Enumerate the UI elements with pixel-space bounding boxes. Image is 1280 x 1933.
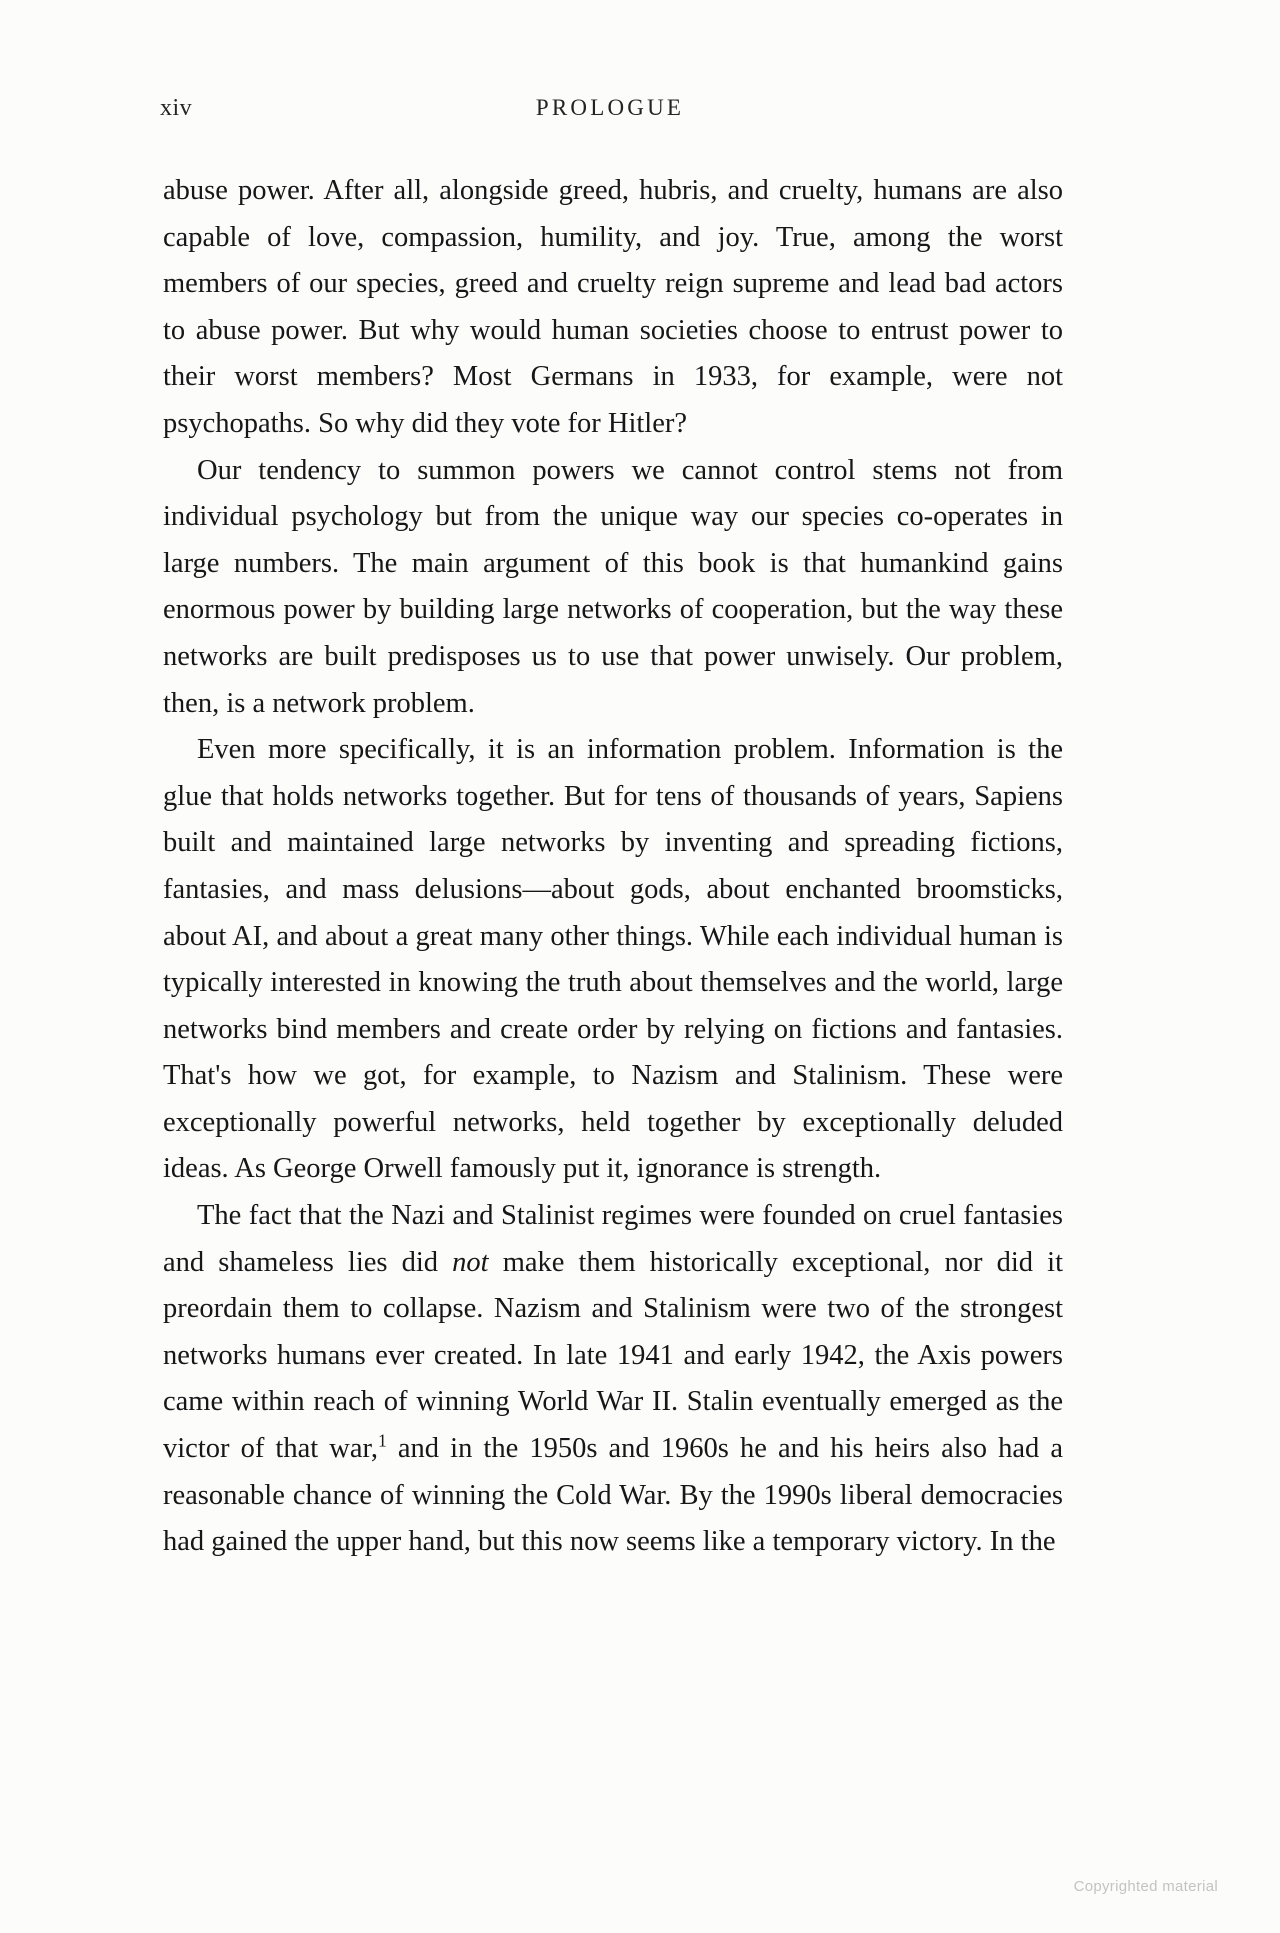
text-run: Even more specifically, it is an information problem. Information is the glue that holds networks together. But for tens of thousands of years, Sapiens built and maintained large networks by inventing and spreading fictions, fantasies, and mass delusions—about gods, about enchanted broomsticks, about AI, and about a great many other things. While each individual human is typically interested in knowing the truth about themselves and the world, large networks bind members and create order by relying on fictions and fantasies. That's how we got, for example, to Nazism and Stalinism. These were exceptionally powerful networks, held together by exceptionally deluded ideas. As George Orwell famously put it, ignorance is strength.	[163, 734, 1063, 1185]
paragraph	[163, 168, 1063, 448]
page-number: xiv	[160, 95, 193, 121]
paragraph	[163, 1193, 1063, 1566]
text-run: The fact that the Nazi and Stalinist regimes were founded on cruel fantasies and shameless lies did	[163, 1200, 1063, 1278]
text-run: Our tendency to summon powers we cannot control stems not from individual psychology but from the unique way our species co-operates in large numbers. The main argument of this book is that humankind gains enormous power by building large networks of cooperation, but the way these networks are built predisposes us to use that power unwisely. Our problem, then, is a network problem.	[163, 454, 1063, 719]
text-run: and in the 1950s and 1960s he and his heirs also had a reasonable chance of winning the Cold War. By the 1990s liberal democracies had gained the upper hand, but this now seems like a temporary victory. In the	[163, 1433, 1063, 1558]
page-header	[160, 95, 1060, 125]
paragraph	[163, 448, 1063, 728]
emphasis-text: not	[452, 1246, 489, 1278]
text-run: make them historically exceptional, nor did it preordain them to collapse. Nazism and Stalinism were two of the strongest networks humans ever created. In late 1941 and early 1942, the Axis powers came within reach of winning World War II. Stalin eventually emerged as the victor of that war,	[163, 1246, 1063, 1465]
paragraph	[163, 727, 1063, 1193]
text-run: abuse power. After all, alongside greed, hubris, and cruelty, humans are also capable of love, compassion, humility, and joy. True, among the worst members of our species, greed and cruelty reign supreme and lead bad actors to abuse power. But why would human societies choose to entrust power to their worst members? Most Germans in 1933, for example, were not psychopaths. So why did they vote for Hitler?	[163, 175, 1063, 439]
copyright-notice: Copyrighted material	[1073, 1878, 1218, 1895]
footnote-marker: 1	[377, 1430, 387, 1451]
page-body	[163, 168, 1063, 1566]
running-head: PROLOGUE	[535, 95, 685, 120]
